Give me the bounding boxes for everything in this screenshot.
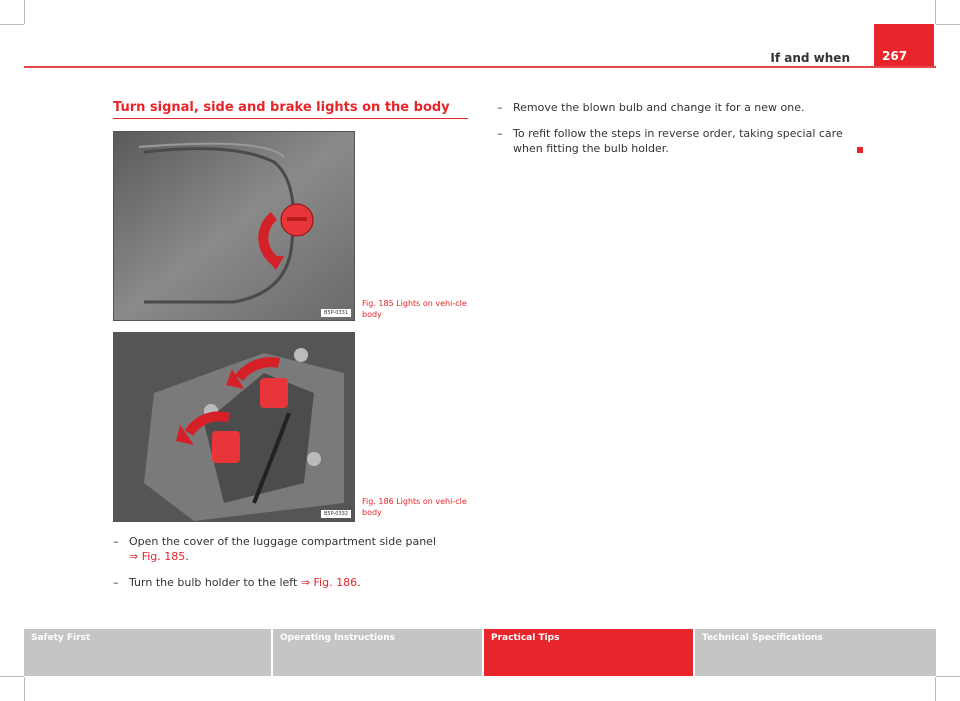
step-text: To refit follow the steps in reverse order, taking special care bbox=[513, 127, 843, 140]
step-text-wrapper bbox=[129, 534, 436, 564]
crop-mark bbox=[24, 677, 25, 701]
section-title: Turn signal, side and brake lights on the body bbox=[113, 100, 450, 115]
figure-185-illustration bbox=[113, 131, 355, 321]
running-header-title: If and when bbox=[770, 51, 850, 65]
footer-tab-safety-first[interactable]: Safety First bbox=[24, 629, 271, 676]
step-dash: – bbox=[113, 576, 119, 589]
figure-code: B5P-0331 bbox=[321, 309, 351, 317]
step-dash: – bbox=[497, 127, 503, 140]
figure-caption: Fig. 186 Lights on vehi-cle body bbox=[362, 497, 467, 517]
step-text-wrapper bbox=[129, 575, 361, 590]
crop-mark bbox=[935, 677, 936, 701]
instruction-step bbox=[497, 100, 867, 116]
crop-mark bbox=[936, 24, 960, 25]
footer-tab-practical-tips[interactable]: Practical Tips bbox=[484, 629, 693, 676]
crop-mark bbox=[935, 0, 936, 24]
figure-186-illustration bbox=[113, 332, 355, 522]
figure-186-drawing bbox=[114, 333, 354, 521]
step-text: Open the cover of the luggage compartment side panel bbox=[129, 535, 436, 548]
figure-reference-link[interactable]: ⇒ Fig. 185 bbox=[129, 550, 186, 563]
section-rule bbox=[113, 118, 468, 119]
footer-tab-operating-instructions[interactable]: Operating Instructions bbox=[273, 629, 482, 676]
crop-mark bbox=[936, 676, 960, 677]
step-dash: – bbox=[497, 101, 503, 114]
step-text: when fitting the bulb holder. bbox=[513, 142, 669, 155]
figure-caption: Fig. 185 Lights on vehi-cle body bbox=[362, 299, 467, 319]
step-text-wrapper bbox=[513, 126, 843, 156]
step-suffix: . bbox=[185, 550, 189, 563]
figure-code: B5P-0332 bbox=[321, 510, 351, 518]
instruction-step bbox=[497, 126, 867, 158]
figure-reference-link[interactable]: ⇒ Fig. 186 bbox=[300, 576, 358, 589]
crop-mark bbox=[0, 676, 24, 677]
page-number: 267 bbox=[874, 24, 934, 68]
step-dash: – bbox=[113, 535, 119, 548]
footer-tab-technical-specifications[interactable]: Technical Specifications bbox=[695, 629, 936, 676]
section-end-marker bbox=[857, 147, 863, 153]
step-suffix: . bbox=[357, 576, 361, 589]
figure-185-drawing bbox=[114, 132, 354, 320]
step-text: Turn the bulb holder to the left bbox=[129, 576, 301, 589]
crop-mark bbox=[24, 0, 25, 24]
instruction-step bbox=[113, 534, 473, 566]
step-text: Remove the blown bulb and change it for a new one. bbox=[513, 101, 805, 114]
header-rule bbox=[24, 66, 936, 68]
crop-mark bbox=[0, 24, 24, 25]
instruction-step bbox=[113, 575, 473, 591]
